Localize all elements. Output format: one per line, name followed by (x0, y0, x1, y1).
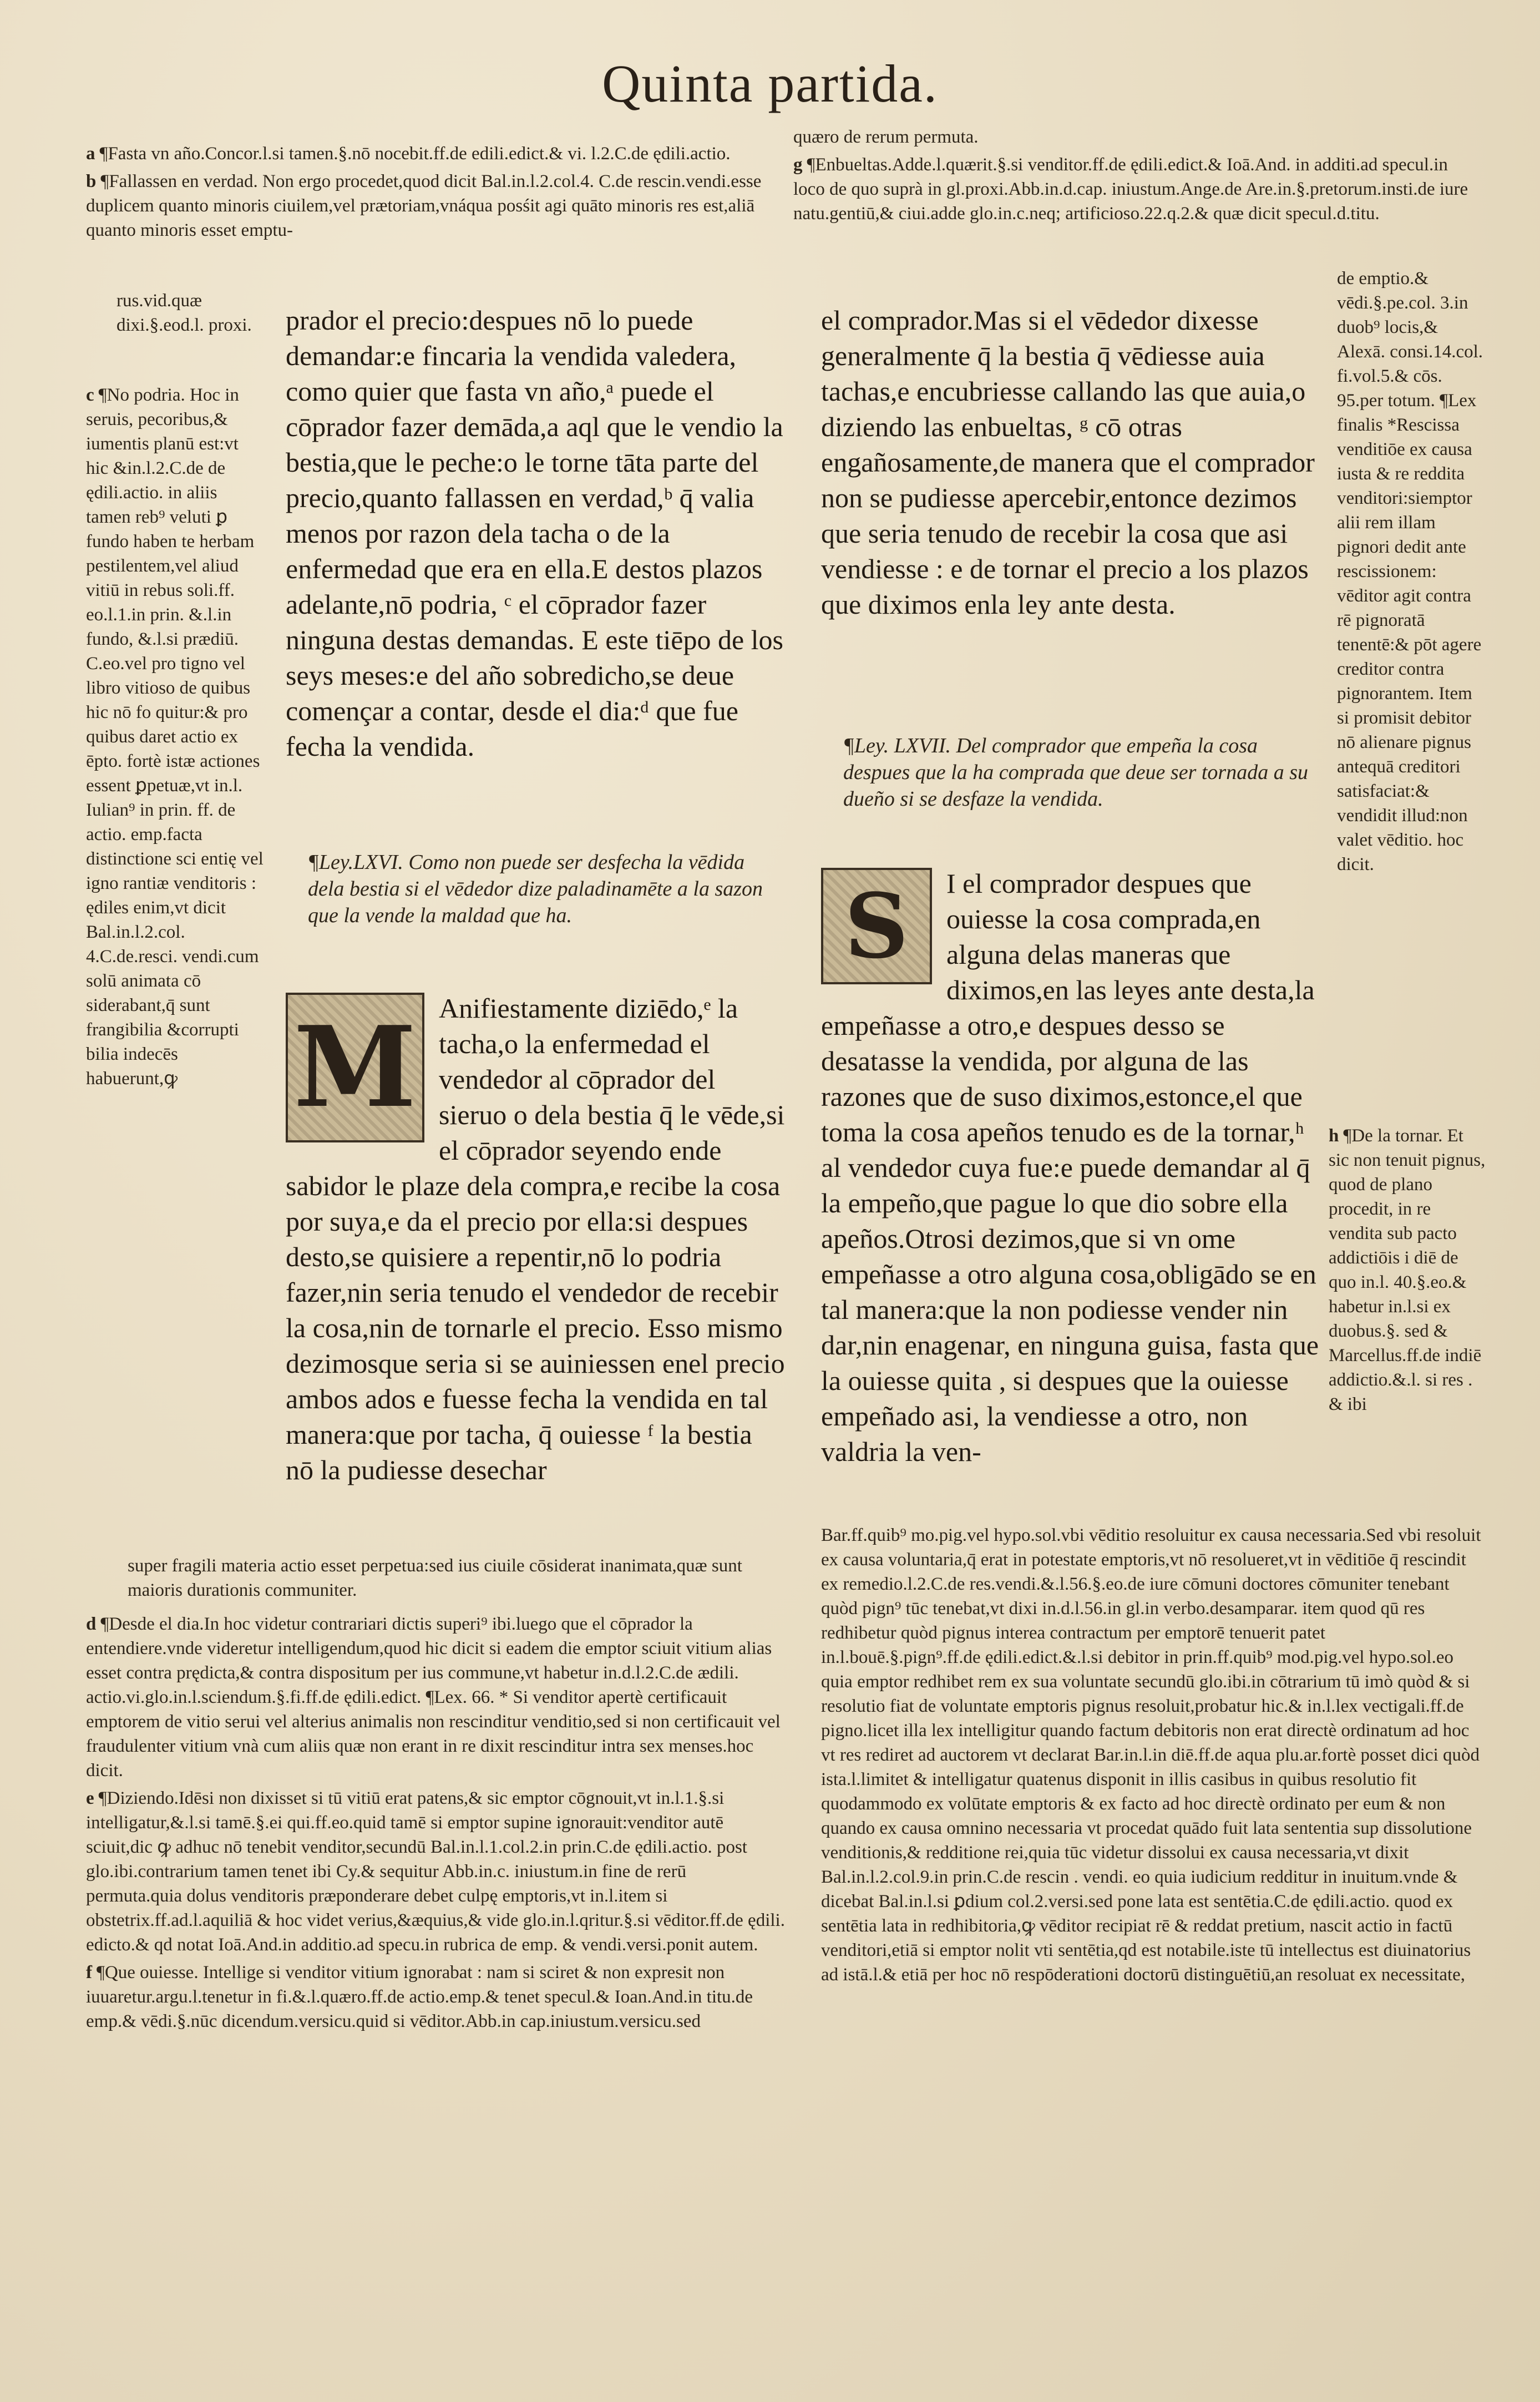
gloss-text: ¶Enbueltas.Adde.l.quærit.§.si venditor.ff.de ędili.edict.& Ioā.And. in additi.ad specul.in loco de quo suprà in gl.proxi.Abb.in.d.cap. iniustum.Ange.de Are.in.§.pretorum.insti.de iure natu.gentiū,& ciui.adde glo.in.c.neq; artificioso.22.q.2.& quæ dicit specul.d.titu. (793, 155, 1468, 224)
main-paragraph: I el comprador despues que ouiesse la cosa comprada,en alguna delas maneras que diximos,en las leyes ante desta,la empeñasse a otro,e despues desso se desatasse la vendida, por alguna de las razones que de suso diximos,estonce,el que toma la cosa apeños tenudo es de la tornar,ʰ al vendedor cuya fue:e puede demandar al q̄ la empeño,que pague lo que dio sobre ella apeños.Otrosi dezimos,que si vn ome empeñasse a otro alguna cosa,obligādo se en tal manera:que la non podiesse vender nin dar,nin enagenar, en ninguna guisa, fasta que la ouiesse quita , si despues que la ouiesse empeñado asi, la vendiesse a otro, non valdria la ven- (821, 868, 1319, 1467)
ley67-body (821, 866, 1320, 1469)
gloss-text: ¶Que ouiesse. Intellige si venditor vitium ignorabat : nam si sciret & non expresit non iuuaretur.argu.l.tenetur in fi.&.l.quæro.ff.de actio.emp.& tenet specul.& Ioan.And.in titu.de emp.& vēdi.§.nūc dicendum.versicu.quid si vēditor.Abb.in cap.iniustum.versicu.sed (86, 1963, 753, 2031)
main-paragraph: Anifiestamente diziēdo,ᵉ la tacha,o la enfermedad el vendedor al cōprador del sieruo o dela bestia q̄ le vēde,si el cōprador seyendo ende sabidor le plaze dela compra,e recibe la cosa por suya,e da el precio por ella:si despues desto,se quisiere a repentir,nō lo podria fazer,nin seria tenudo el vendedor de recebir la cosa,nin de tornarle el precio. Esso mismo dezimosque seria si se auiniessen enel precio ambos ados e fuesse fecha la vendida en tal manera:que por tacha, q̄ ouiesse ᶠ la bestia nō la pudiesse desechar (286, 993, 785, 1485)
bottom-right-gloss (821, 1523, 1487, 1987)
gloss-text: ¶De la tornar. Et sic non tenuit pignus, quod de plano procedit, in re vendita sub pacto addictiōis i diē de quo in.l. 40.§.eo.& habetur in.l.si ex duobus.§. sed & Marcellus.ff.de indiē addictio.&.l. si res . & ibi (1329, 1126, 1486, 1414)
gloss-entry-g (793, 153, 1476, 226)
left-margin-gloss-c (86, 383, 264, 1091)
main-paragraph: prador el precio:despues nō lo puede demandar:e fincaria la vendida valedera, como quier que fasta vn año,ᵃ puede el cōprador fazer demāda,a aql que le vendio la bestia,que le peche:o le torne tāta parte del precio,quanto fallassen en verdad,ᵇ q̄ valia menos por razon dela tacha o de la enfermedad que era en ella.E destos plazos adelante,nō podria, ᶜ el cōprador fazer ninguna destas demandas. E este tiēpo de los seys meses:e del año sobredicho,se deue començar a contar, desde el dia:ᵈ que fue fecha la vendida. (286, 305, 783, 762)
gloss-marker: a (86, 144, 95, 164)
gloss-text: ¶Fasta vn año.Concor.l.si tamen.§.nō nocebit.ff.de edili.edict.& vi. l.2.C.de ędili.actio. (99, 144, 731, 164)
left-main-text-1 (286, 302, 785, 764)
gloss-text: super fragili materia actio esset perpetua:sed ius ciuile cōsiderat inanimata,quæ sunt maioris durationis communiter. (128, 1556, 742, 1600)
gloss-text: ¶No podria. Hoc in seruis, pecoribus,& iumentis planū est:vt hic &in.l.2.C.de de ędili.actio. in aliis tamen reb⁹ veluti ꝑ fundo haben te herbam pestilentem,vel aliud vitiū in rebus soli.ff. eo.l.1.in prin. &.l.in fundo, &.l.si prædiū. C.eo.vel pro tigno vel libro vitioso de quibus hic nō fo quitur:& pro quibus daret actio ex ēpto. fortè istæ actiones essent ꝑpetuæ,vt in.l. Iulian⁹ in prin. ff. de actio. emp.facta distinctione sci entię vel igno rantiæ venditoris : ędiles enim,vt dicit Bal.in.l.2.col. 4.C.de.resci. vendi.cum solū animata cō siderabant,q̄ sunt frangibilia &corrupti bilia indecēs habuerunt,ꝙ (86, 385, 264, 1089)
top-gloss-right (793, 125, 1476, 229)
gloss-text: ¶Fallassen en verdad. Non ergo procedet,quod dicit Bal.in.l.2.col.4. C.de rescin.vendi.esse duplicem quanto minoris ciuilem,vel prætoriam,vnáqua posśit agi quāto minoris res est,aliā quanto minoris esset emptu- (86, 171, 762, 240)
gloss-entry-e (86, 1786, 785, 1957)
initial-letter: S (844, 874, 909, 978)
law-title: ¶Ley. LXVII. Del comprador que empeña la cosa despues que la ha comprada que deue ser tornada a su dueño si se desfaze la vendida. (843, 734, 1309, 811)
initial-letter: M (293, 1002, 417, 1132)
gloss-text: rus.vid.quæ dixi.§.eod.l. proxi. (116, 291, 252, 335)
right-main-text-1 (821, 302, 1320, 622)
bottom-left-gloss (86, 1612, 785, 2037)
gloss-text: Bar.ff.quib⁹ mo.pig.vel hypo.sol.vbi vēditio resoluitur ex causa necessaria.Sed vbi resoluit ex causa voluntaria,q̄ erat in potestate emptoris,vt nō resolueret,vt in vēditiōe q̄ rescindit ex remedio.l.2.C.de res.vendi.&.l.56.§.eo.de iure cōmuni doctores cōmuniter tenebant quòd pign⁹ tūc tenebat,vt dixi in.d.l.56.in gl.in verbo.desamparar. item quod qū res redhibetur quòd pignus interea contractum per emptorē tenuerit patet in.l.bouē.§.pign⁹.ff.de ędili.edict.&.l.si debitor in prin.ff.quib⁹ mod.pig.vel hypo.sol.eo quia emptor redhibet rem ex sua voluntate secundū glo.ibi.in cōtrarium tū imò quòd & si resolutio fiat de voluntate emptoris pignus resoluit,probatur hic.& in.l.lex vectigali.ff.de pigno.licet illa lex intelligitur quando factum debitoris non erat directè ordinatum ad hoc vt res rediret ad auctorem vt declarat Bar.in.l.in diē.ff.de aqua plu.ar.fortè posset dici quòd ista.l.limitet & intelligatur quatenus disponit in illis casibus in quibus resolutio fit quodammodo ex volūtate emptoris & ex facto ad hoc directè ordinato per eum & non quando ex causa omnino necessaria vt procedat quādo fuit lata sententia sup dissolutione venditionis,& redditione rei,quia tūc videtur dissolui ex causa necessaria,vt dixit Bal.in.l.2.col.9.in prin.C.de rescin . vendi. eo quia iudicium redditur in inuitum.vnde & dicebat Bal.in.l.si ꝑdium col.2.versi.sed pone lata est sentētia.C.de ędili.actio. quod ex sentētia lata in redhibitoria,ꝙ vēditor recipiat rē & reddat pretium, nascit actio in factū venditori,etiā si emptor nolit vti sentētia,qd est notabile.iste tū intellectus est diuinatorius ad istā.l.& etiā per hoc nō respōderationi doctorū distinguētiū,an resoluat ex necessitate, (821, 1525, 1481, 1985)
left-narrow-gloss (116, 289, 261, 337)
ley66-title (308, 849, 785, 929)
gloss-entry-cont (793, 125, 1476, 149)
gloss-marker: d (86, 1614, 97, 1634)
law-title: ¶Ley.LXVI. Como non puede ser desfecha la vēdida dela bestia si el vēdedor dize paladinamēte a la sazon que la vende la maldad que ha. (308, 851, 763, 927)
gloss-text: quæro de rerum permuta. (793, 127, 979, 147)
ley66-body (286, 990, 785, 1488)
gloss-marker: h (1329, 1126, 1339, 1146)
main-paragraph: el comprador.Mas si el vēdedor dixesse generalmente q̄ la bestia q̄ vēdiesse auia tachas,e encubriesse callando las que auia,o diziendo las enbueltas, ᵍ cō otras engañosamente,de manera que el comprador non se pudiesse apercebir,entonce dezimos que seria tenudo de recebir la cosa que asi vendiesse : e de tornar el precio a los plazos que diximos enla ley ante desta. (821, 305, 1315, 620)
decorated-initial (821, 868, 932, 984)
gloss-marker: g (793, 155, 803, 175)
gloss-marker: c (86, 385, 94, 405)
gloss-entry-d (86, 1612, 785, 1783)
gloss-text: ¶Desde el dia.In hoc videtur contrariari dictis superi⁹ ibi.luego que el cōprador la entendiere.vnde videretur intelligendum,quod hic dicit si eadem die emptor sciuit vitium alias esset contra prędicta,& contra dispositum per ius commune,vt habetur in.d.l.2.C.de ædili. actio.vi.glo.in.l.sciendum.§.fi.ff.de ędili.edict. ¶Lex. 66. * Si venditor apertè certificauit emptorem de vitio serui vel alterius animalis non rescinditur venditio,sed si non certificauit vel fraudulenter vitium vnà cum aliis quæ non erant in re dixit rescinditur intra sex menses.hoc dicit. (86, 1614, 781, 1781)
gloss-entry-f (86, 1960, 785, 2034)
right-margin-gloss-top (1337, 266, 1487, 877)
gloss-entry-a (86, 141, 802, 166)
decorated-initial (286, 993, 424, 1142)
right-margin-gloss-h (1329, 1124, 1487, 1417)
gloss-text: de emptio.& vēdi.§.pe.col. 3.in duob⁹ locis,& Alexā. consi.14.col. fi.vol.5.& cōs. 95.per totum. ¶Lex finalis *Rescissa venditiōe ex causa iusta & re reddita venditori:siemptor alii rem illam pignori dedit ante rescissionem: vēditor agit contra rē pignoratā tenentē:& pōt agere creditor contra pignorantem. Item si promisit debitor nō alienare pignus antequā creditori satisfaciat:& vendidit illud:non valet vēditio. hoc dicit. (1337, 269, 1483, 874)
gloss-entry-b (86, 169, 802, 242)
ley67-title (843, 732, 1320, 812)
gloss-marker: b (86, 171, 97, 191)
gloss-marker: e (86, 1788, 94, 1808)
page-header: Quinta partida. (602, 54, 938, 113)
top-gloss-left (86, 141, 802, 246)
gloss-marker: f (86, 1963, 92, 1983)
gloss-text: ¶Diziendo.Idēsi non dixisset si tū vitiū erat patens,& sic emptor cōgnouit,vt in.l.1.§.si intelligatur,&.l.si tamē.§.ei qui.ff.eo.quid tamē si emptor supine ignorauit:venditor autē sciuit,dic ꝙ adhuc nō tenebit venditor,secundū Bal.in.l.1.col.2.in prin.C.de ędili.actio. post glo.ibi.contrarium tamen tenet ibi Cy.& sequitur Abb.in.c. iniustum.in fine de rerū permuta.quia dolus venditoris præponderare debet culpę emptoris,vt in.l.item si obstetrix.ff.ad.l.aquiliā & hoc videt verius,&æquius,& vide glo.in.l.qritur.§.si vēditor.ff.de ędili. edicto.& qd notat Ioā.And.in additio.ad specu.in rubrica de emp. & vendi.versi.ponit autem. (86, 1788, 785, 1955)
bottom-left-gloss-cont (128, 1554, 782, 1602)
